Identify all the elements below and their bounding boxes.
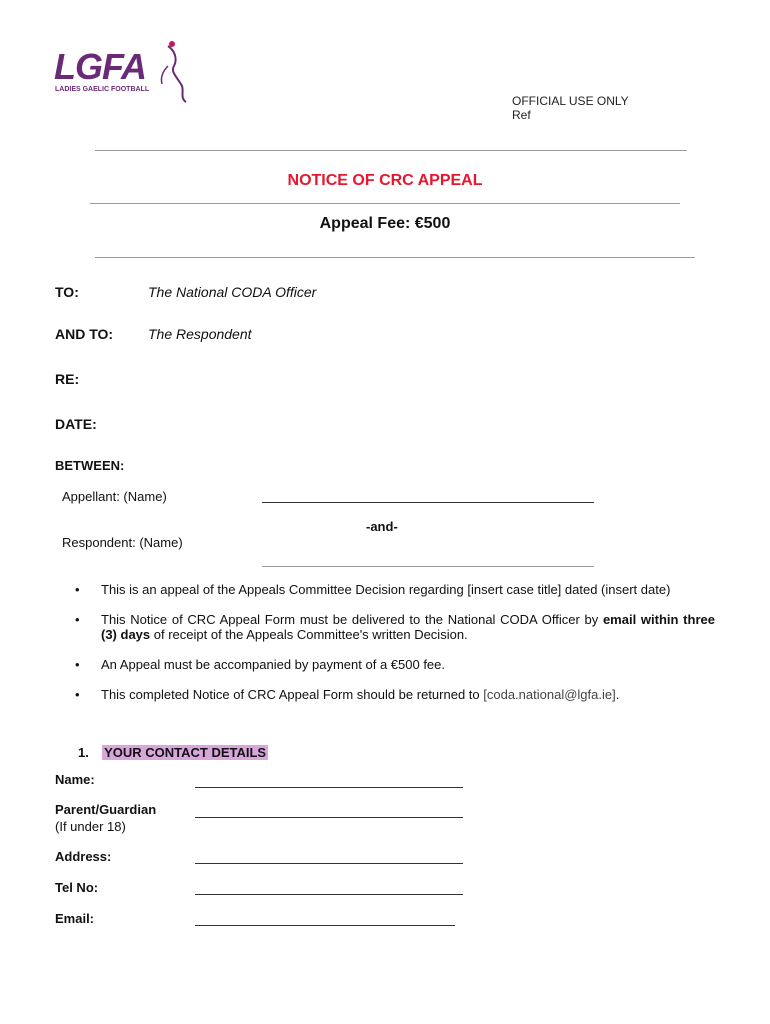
appellant-label: Appellant: (Name) <box>62 489 167 504</box>
lgfa-logo <box>52 40 192 104</box>
address-field[interactable] <box>195 863 463 864</box>
list-item <box>75 612 715 642</box>
instruction-list <box>75 582 715 717</box>
list-item <box>75 657 715 672</box>
bullet-icon: • <box>75 657 80 672</box>
between-label: BETWEEN: <box>55 458 125 473</box>
re-label: RE: <box>55 371 80 387</box>
logo-tagline: LADIES GAELIC FOOTBALL <box>55 86 150 93</box>
appellant-name-line[interactable] <box>262 502 594 503</box>
bullet-icon: • <box>75 582 80 597</box>
bullet-text: of receipt of the Appeals Committee's written Decision. <box>150 627 468 642</box>
divider <box>95 257 695 258</box>
date-label: DATE: <box>55 416 97 432</box>
name-field[interactable] <box>195 787 463 788</box>
appeal-fee: Appeal Fee: €500 <box>319 215 451 232</box>
name-label: Name: <box>55 772 95 787</box>
and-to-value: The Respondent <box>148 326 252 342</box>
bullet-text: An Appeal must be accompanied by payment of a €500 fee. <box>101 657 446 672</box>
parent-guardian-field[interactable] <box>195 817 463 818</box>
bullet-text: This is an appeal of the Appeals Committee Decision regarding [insert case title] dated (insert date) <box>101 582 671 597</box>
official-use-label: OFFICIAL USE ONLY <box>512 94 629 108</box>
section-number: 1. <box>78 745 89 760</box>
respondent-name-line[interactable] <box>262 566 594 567</box>
logo-wordmark: LGFA <box>54 46 146 87</box>
bullet-text: . <box>615 687 620 702</box>
email-link[interactable]: [coda.national@lgfa.ie] <box>483 687 616 702</box>
parent-guardian-label: Parent/Guardian <box>55 802 157 817</box>
official-ref-label: Ref <box>512 108 531 122</box>
divider <box>95 150 687 151</box>
bullet-text: This Notice of CRC Appeal Form must be delivered to the National CODA Officer by <box>101 612 603 627</box>
email-field[interactable] <box>195 925 455 926</box>
divider <box>90 203 680 204</box>
list-item <box>75 687 715 702</box>
bullet-emphasis: email within three (3) days <box>101 612 715 642</box>
to-label: TO: <box>55 284 79 300</box>
official-use-box <box>512 94 629 122</box>
tel-field[interactable] <box>195 894 463 895</box>
page-title: NOTICE OF CRC APPEAL <box>287 172 483 189</box>
and-to-label: AND TO: <box>55 326 114 342</box>
bullet-icon: • <box>75 687 80 702</box>
email-label: Email: <box>55 911 95 926</box>
address-label: Address: <box>55 849 112 864</box>
parent-guardian-note: (If under 18) <box>55 819 126 834</box>
and-separator: -and- <box>366 519 398 534</box>
tel-label: Tel No: <box>55 880 99 895</box>
list-item <box>75 582 715 597</box>
section-heading <box>78 745 268 760</box>
respondent-label: Respondent: (Name) <box>62 535 183 550</box>
section-title: YOUR CONTACT DETAILS <box>104 745 267 760</box>
bullet-text: This completed Notice of CRC Appeal Form should be returned to <box>101 687 484 702</box>
to-value: The National CODA Officer <box>148 284 317 300</box>
bullet-icon: • <box>75 612 80 627</box>
